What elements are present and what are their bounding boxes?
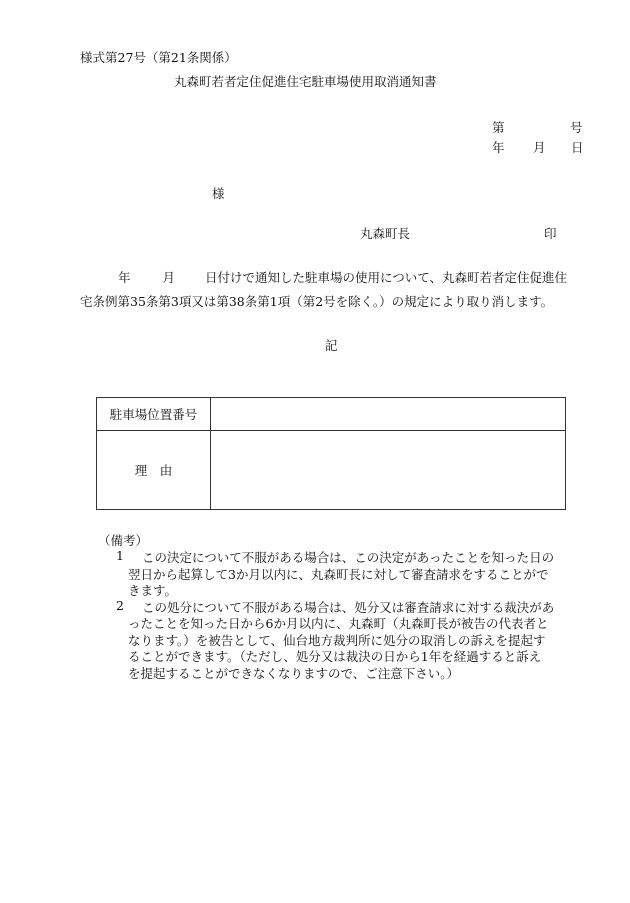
body-year: 年 (118, 270, 131, 285)
body-month: 月 (162, 270, 176, 285)
note-2-line: この処分について不服がある場合は、処分又は審査請求に対する裁決があ (142, 600, 555, 615)
table-row (97, 431, 566, 510)
number-suffix: 号 (570, 120, 583, 135)
note-2-line: ることができます。（ただし、処分又は裁決の日から1年を経過すると訴え (128, 649, 542, 664)
body-line-1-rest: 日付けで通知した駐車場の使用について、丸森町若者定住促進住 (205, 270, 568, 285)
body-line-1 (80, 268, 567, 286)
seal-mark: 印 (544, 226, 557, 241)
document-title: 丸森町若者定住促進住宅駐車場使用取消通知書 (174, 74, 437, 89)
parking-number-label: 駐車場位置番号 (97, 398, 211, 431)
info-table (96, 397, 566, 510)
date-day-label: 日 (571, 140, 584, 155)
body-line-2: 宅条例第35条第3項又は第38条第1項（第2号を除く。）の規定により取り消します。 (80, 294, 554, 309)
reason-value (211, 431, 566, 510)
ki-heading: 記 (325, 338, 338, 353)
note-2-line: なります。）を被告として、仙台地方裁判所に処分の取消しの訴えを提起す (128, 633, 546, 648)
note-1-line: この決定について不服がある場合は、この決定があったことを知った日の (142, 550, 555, 565)
notes-heading: （備考） (98, 533, 149, 548)
note-2-line: を提起することができなくなりますので、ご注意下さい。） (128, 666, 460, 681)
note-1-line: 翌日から起算して3か月以内に、丸森町長に対して審査請求をすることがで (128, 567, 549, 582)
addressee-honorific: 様 (212, 186, 225, 201)
note-2-line: ったことを知った日から6か月以内に、丸森町（丸森町長が被告の代表者と (128, 616, 549, 631)
note-1-number: 1 (116, 548, 124, 563)
note-1-line: きます。 (128, 583, 178, 598)
number-prefix: 第 (492, 120, 505, 135)
sender-mayor: 丸森町長 (360, 226, 411, 241)
date-month-label: 月 (533, 140, 546, 155)
form-number: 様式第27号（第21条関係） (80, 50, 237, 65)
parking-number-value (211, 398, 566, 431)
date-year-label: 年 (492, 140, 505, 155)
table-row (97, 398, 566, 431)
note-2-number: 2 (116, 598, 124, 613)
reason-label: 理 由 (97, 431, 211, 510)
